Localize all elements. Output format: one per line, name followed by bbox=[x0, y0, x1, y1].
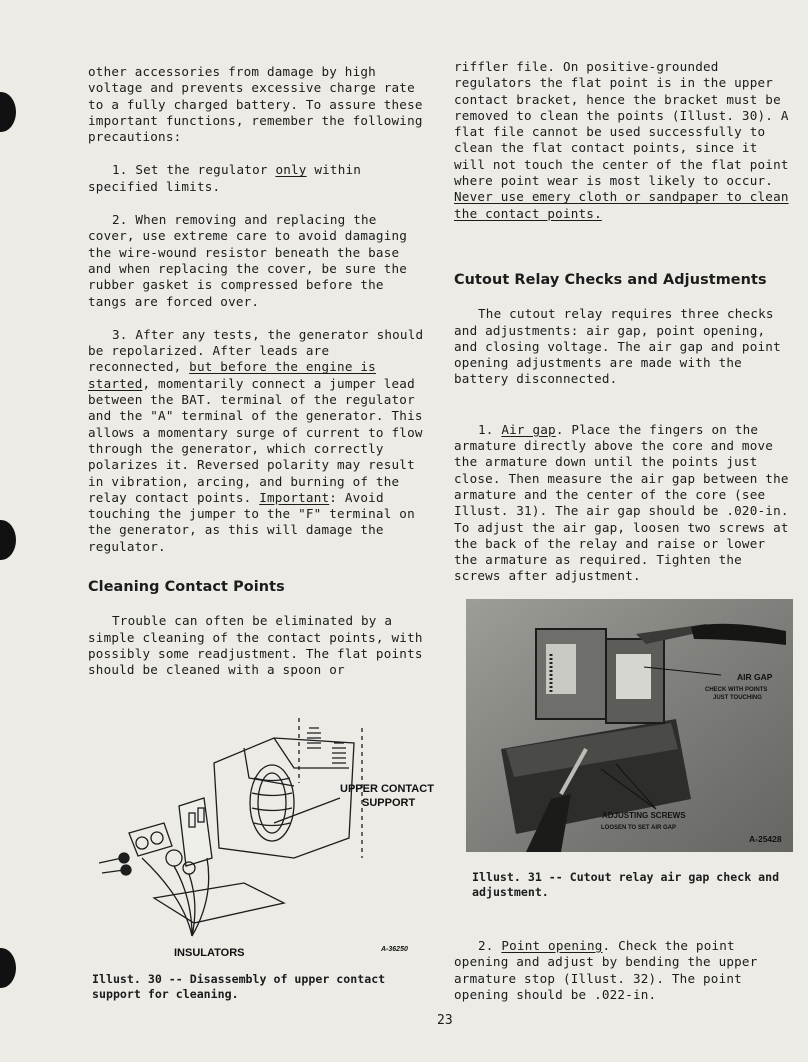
binder-hole bbox=[0, 520, 16, 560]
paragraph: other accessories from damage by high voltage and prevents excessive charge rate to a fully charged battery. To assure these important functions, remember the following precautions: bbox=[88, 64, 423, 145]
right-column bbox=[454, 59, 790, 585]
precaution-3: 3. After any tests, the generator should be repolarized. After leads are reconnected, but before the engine is started, momentarily connect a jumper lead between the BAT. terminal of the regulator and the "A" terminal of the generator. This allows a momentary surge of current to flow through the generator, which correctly polarizes it. Reversed polarity may result in vibration, arcing, and burning of the relay contact points. Important: Avoid touching the jumper to the "F" terminal on the generator, as this will damage the regulator. bbox=[88, 326, 424, 554]
binder-hole bbox=[0, 92, 16, 132]
section-heading: Cutout Relay Checks and Adjustments bbox=[454, 271, 767, 288]
paragraph: The cutout relay requires three checks and adjustments: air gap, point opening, and closing voltage. The air gap and point opening adjustments are made with the battery disconnected. bbox=[454, 306, 781, 387]
page-number: 23 bbox=[437, 1013, 453, 1028]
point-opening-step: 2. Point opening. Check the point opening and adjust by bending the upper armature stop (Illust. 32). The point opening should be .022-in. bbox=[454, 938, 758, 1002]
insulators-label: INSULATORS bbox=[174, 947, 245, 958]
air-gap-note: CHECK WITH POINTS bbox=[705, 687, 768, 693]
upper-contact-label: SUPPORT bbox=[362, 797, 416, 809]
screws-label: ADJUSTING SCREWS bbox=[602, 811, 686, 820]
air-gap-step: 1. Air gap. Place the fingers on the armature directly above the core and move the armature down until the points just close. Then measure the air gap between the armature and the center of the core (see Illust. 31). The air gap should be .020-in. To adjust the air gap, loosen two screws at the back of the relay and raise or lower the armature as required. Tighten the screws after adjustment. bbox=[454, 421, 789, 584]
precaution-2: 2. When removing and replacing the cover, use extreme care to avoid damaging the wire-wound resistor beneath the base and when replacing the cover, be sure the rubber gasket is compressed before the tangs are forced over. bbox=[88, 212, 408, 309]
precaution-1: 1. Set the regulator only within specified limits. bbox=[88, 162, 362, 194]
illus-30-caption: Illust. 30 -- Disassembly of upper contact support for cleaning. bbox=[92, 972, 386, 1001]
air-gap-note: JUST TOUCHING bbox=[713, 695, 762, 701]
upper-contact-support-drawing bbox=[94, 708, 434, 958]
cutout-relay-photo bbox=[466, 599, 793, 852]
paragraph: Trouble can often be eliminated by a simple cleaning of the contact points, with possibly some readjustment. The flat points should be cleaned with a spoon or bbox=[88, 613, 423, 678]
upper-contact-label: UPPER CONTACT bbox=[340, 783, 434, 795]
paragraph: riffler file. On positive-grounded regulators the flat point is in the upper contact bracket, hence the bracket must be removed to clean the points (Illust. 30). A flat file cannot be used successfully to clean the flat contact points, since it will not touch the center of the flat point where point wear is most likely to occur. Never use emery cloth or sandpaper to clean the contact points. bbox=[454, 59, 789, 221]
air-gap-label: AIR GAP bbox=[737, 672, 773, 682]
section-heading: Cleaning Contact Points bbox=[88, 579, 285, 596]
left-column bbox=[88, 64, 426, 679]
photo-code: A-25428 bbox=[749, 834, 782, 844]
binder-hole bbox=[0, 948, 16, 988]
illus-31-caption: Illust. 31 -- Cutout relay air gap check and adjustment. bbox=[472, 870, 780, 899]
drawing-code: A-36250 bbox=[381, 946, 408, 953]
screws-note: LOOSEN TO SET AIR GAP bbox=[601, 825, 677, 831]
